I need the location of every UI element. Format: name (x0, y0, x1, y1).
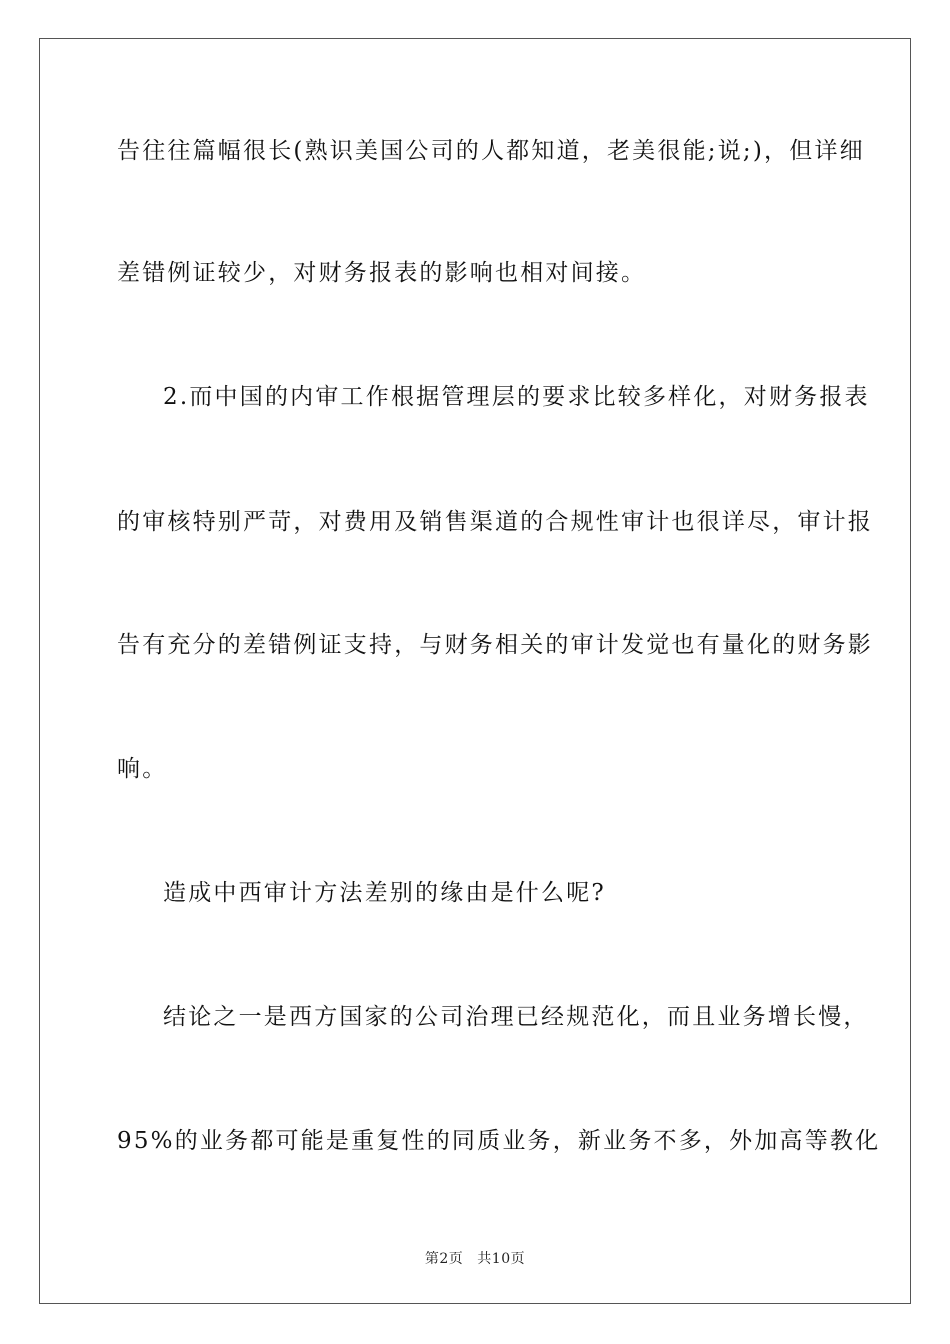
paragraph-line: 告有充分的差错例证支持，与财务相关的审计发觉也有量化的财务影 (117, 632, 873, 658)
page-total: 共10页 (477, 1251, 526, 1267)
paragraph-line: 差错例证较少，对财务报表的影响也相对间接。 (117, 260, 647, 286)
page-frame (39, 38, 911, 1304)
page-number: 第2页 (424, 1251, 464, 1267)
paragraph-line: 结论之一是西方国家的公司治理已经规范化，而且业务增长慢， (163, 1004, 869, 1030)
page-footer (0, 1248, 950, 1268)
paragraph-line: 2.而中国的内审工作根据管理层的要求比较多样化，对财务报表 (163, 384, 870, 410)
paragraph-line: 造成中西审计方法差别的缘由是什么呢? (163, 880, 606, 906)
paragraph-line: 响。 (117, 756, 168, 782)
paragraph-line: 的审核特别严苛，对费用及销售渠道的合规性审计也很详尽，审计报 (117, 509, 873, 535)
paragraph-line: 告往往篇幅很长(熟识美国公司的人都知道，老美很能;说;)，但详细 (117, 138, 865, 164)
paragraph-line: 95%的业务都可能是重复性的同质业务，新业务不多，外加高等教化 (117, 1128, 881, 1154)
